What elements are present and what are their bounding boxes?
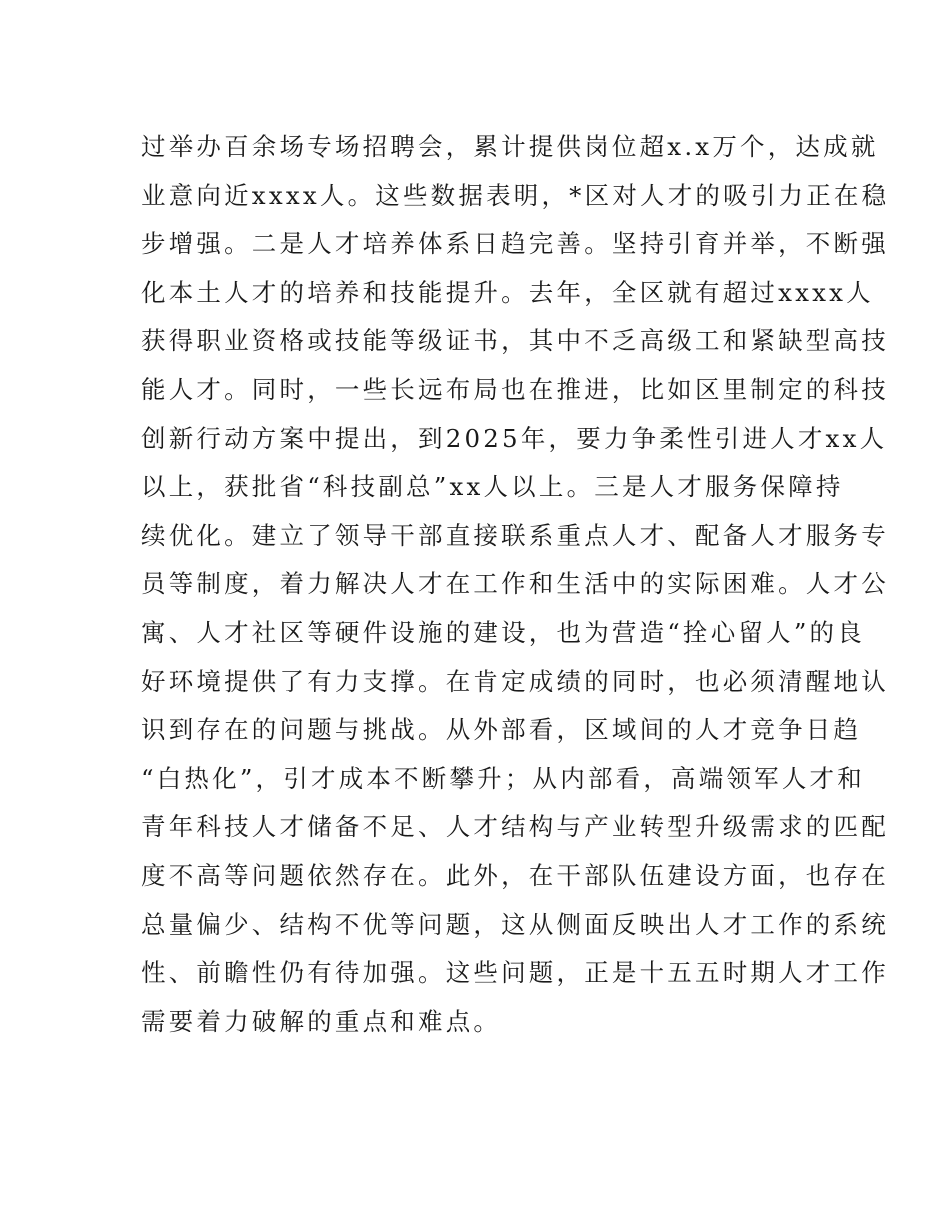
text-line: 青年科技人才储备不足、人才结构与产业转型升级需求的匹配 (141, 812, 889, 842)
text-line: 总量偏少、结构不优等问题，这从侧面反映出人才工作的系统 (141, 909, 889, 939)
text-line: “白热化”，引才成本不断攀升；从内部看，高端领军人才和 (141, 763, 865, 793)
text-line: 员等制度，着力解决人才在工作和生活中的实际困难。人才公 (141, 569, 889, 599)
text-line: 能人才。同时，一些长远布局也在推进，比如区里制定的科技 (141, 374, 889, 404)
text-line: 步增强。二是人才培养体系日趋完善。坚持引育并举，不断强 (141, 229, 889, 259)
text-line: 续优化。建立了领导干部直接联系重点人才、配备人才服务专 (141, 520, 889, 550)
text-line: 获得职业资格或技能等级证书，其中不乏高级工和紧缺型高技 (141, 326, 889, 356)
text-line: 过举办百余场专场招聘会，累计提供岗位超x.x万个，达成就 (141, 132, 879, 161)
text-line: 性、前瞻性仍有待加强。这些问题，正是十五五时期人才工作 (141, 958, 889, 988)
text-line: 度不高等问题依然存在。此外，在干部队伍建设方面，也存在 (141, 860, 889, 890)
text-line: 好环境提供了有力支撑。在肯定成绩的同时，也必须清醒地认 (141, 666, 889, 696)
text-line: 创新行动方案中提出，到2025年，要力争柔性引进人才xx人 (141, 423, 888, 453)
text-line: 识到存在的问题与挑战。从外部看，区域间的人才竞争日趋 (141, 715, 862, 745)
text-line: 寓、人才社区等硬件设施的建设，也为营造“拴心留人”的良 (141, 617, 865, 647)
text-line: 化本土人才的培养和技能提升。去年，全区就有超过xxxx人 (141, 277, 874, 307)
body-paragraph (141, 123, 890, 1046)
text-line: 业意向近xxxx人。这些数据表明，*区对人才的吸引力正在稳 (141, 180, 890, 210)
text-line: 需要着力破解的重点和难点。 (141, 1006, 502, 1036)
text-line: 以上，获批省“科技副总”xx人以上。三是人才服务保障持 (141, 472, 844, 502)
